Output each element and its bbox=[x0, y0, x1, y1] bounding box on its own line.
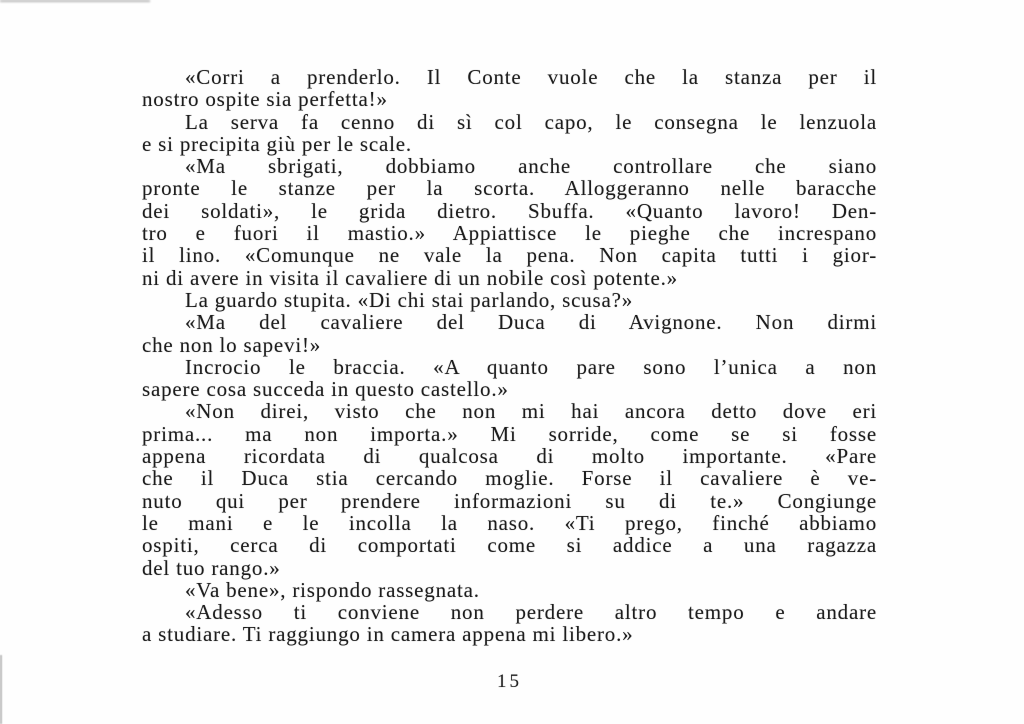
paragraph bbox=[142, 579, 877, 601]
scan-artifact-top-edge bbox=[0, 0, 150, 2]
text-line: del tuo rango.» bbox=[142, 555, 281, 580]
paragraph bbox=[142, 356, 877, 401]
text-line: ospiti, cerca di comportati come si addice a una ragazza bbox=[142, 533, 877, 558]
text-line: «Va bene», rispondo rassegnata. bbox=[185, 577, 480, 602]
text-line: «Adesso ti conviene non perdere altro tempo e andare bbox=[185, 600, 877, 625]
paragraph bbox=[142, 601, 877, 646]
text-line: sapere cosa succeda in questo castello.» bbox=[142, 377, 509, 402]
paragraph bbox=[142, 289, 877, 311]
text-line: che il Duca stia cercando moglie. Forse il cavaliere è ve- bbox=[142, 466, 877, 491]
text-line: «Ma sbrigati, dobbiamo anche controllare che siano bbox=[185, 154, 877, 179]
text-line: che non lo sapevi!» bbox=[142, 332, 322, 357]
text-line: le mani e le incolla la naso. «Ti prego, finché abbiamo bbox=[142, 510, 877, 535]
paragraph bbox=[142, 66, 877, 111]
text-line: ni di avere in visita il cavaliere di un nobile così potente.» bbox=[142, 265, 678, 290]
paragraph bbox=[142, 311, 877, 356]
paragraph bbox=[142, 111, 877, 156]
text-line: e si precipita giù per le scale. bbox=[142, 131, 412, 156]
text-line: tro e fuori il mastio.» Appiattisce le pieghe che increspano bbox=[142, 221, 877, 246]
text-line: Incrocio le braccia. «A quanto pare sono l’unica a non bbox=[185, 354, 877, 379]
text-line: «Corri a prenderlo. Il Conte vuole che la stanza per il bbox=[185, 65, 877, 89]
text-line: La serva fa cenno di sì col capo, le consegna le lenzuola bbox=[185, 109, 877, 134]
page-number: 15 bbox=[497, 671, 522, 692]
text-line: pronte le stanze per la scorta. Alloggeranno nelle baracche bbox=[142, 176, 877, 201]
text-line: dei soldati», le grida dietro. Sbuffa. «Quanto lavoro! Den- bbox=[142, 198, 877, 223]
text-line: nostro ospite sia perfetta!» bbox=[142, 87, 388, 112]
scan-artifact-left-edge bbox=[0, 655, 2, 724]
text-line: La guardo stupita. «Di chi stai parlando, scusa?» bbox=[185, 287, 634, 312]
text-line: «Non direi, visto che non mi hai ancora detto dove eri bbox=[185, 399, 877, 424]
text-line: il lino. «Comunque ne vale la pena. Non capita tutti i gior- bbox=[142, 243, 877, 268]
paragraph bbox=[142, 155, 877, 289]
page-text bbox=[142, 66, 877, 646]
text-line: «Ma del cavaliere del Duca di Avignone. Non dirmi bbox=[185, 310, 877, 335]
text-line: prima... ma non importa.» Mi sorride, come se si fosse bbox=[142, 421, 877, 446]
text-line: nuto qui per prendere informazioni su di te.» Congiunge bbox=[142, 488, 877, 513]
text-line: appena ricordata di qualcosa di molto importante. «Pare bbox=[142, 444, 877, 469]
paragraph bbox=[142, 400, 877, 578]
text-line: a studiare. Ti raggiungo in camera appena mi libero.» bbox=[142, 622, 634, 647]
